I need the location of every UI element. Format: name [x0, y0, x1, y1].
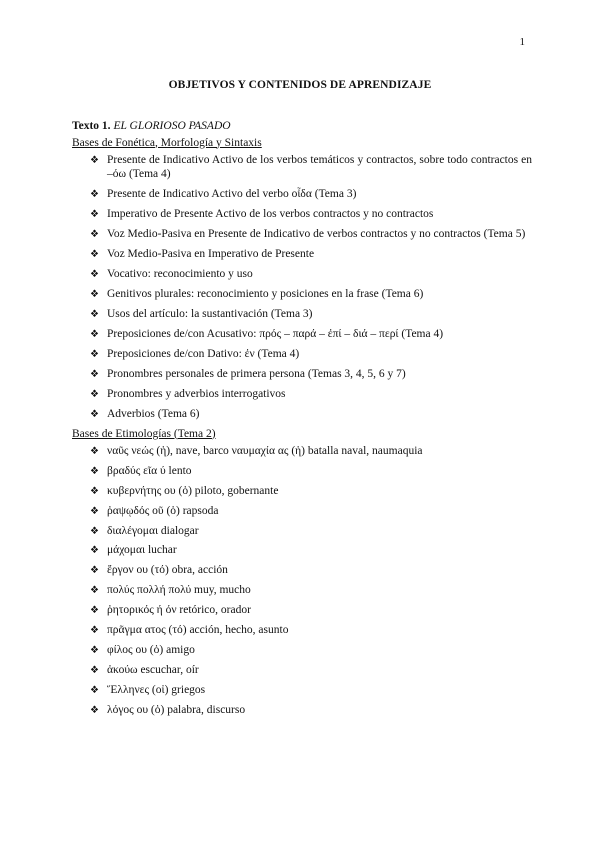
list-item	[72, 624, 532, 638]
list-item	[72, 368, 532, 382]
bullet-icon: ❖	[90, 525, 99, 537]
document-title: OBJETIVOS Y CONTENIDOS DE APRENDIZAJE	[168, 79, 432, 91]
list-item-text: φίλος ου (ὁ) amigo	[107, 643, 195, 656]
list-item	[72, 564, 532, 578]
list-item	[72, 544, 532, 558]
list-item-text: πρᾶγμα ατος (τό) acción, hecho, asunto	[107, 624, 289, 637]
bullet-icon: ❖	[90, 585, 99, 597]
list-item	[72, 288, 532, 302]
list-item	[72, 188, 532, 202]
list-item-text: Usos del artículo: la sustantivación (Tema 3)	[107, 307, 313, 320]
list-item-text: λόγος ου (ὁ) palabra, discurso	[107, 703, 246, 716]
etymology-list	[72, 445, 532, 717]
list-item-text: Genitivos plurales: reconocimiento y posiciones en la frase (Tema 6)	[107, 287, 424, 300]
list-item	[72, 208, 532, 222]
list-item-text: ἔργον ου (τό) obra, acción	[107, 564, 228, 577]
list-item-text: Pronombres y adverbios interrogativos	[107, 387, 286, 400]
list-item	[72, 584, 532, 598]
list-item	[72, 604, 532, 618]
list-item-text: Imperativo de Presente Activo de los verbos contractos y no contractos	[107, 207, 434, 220]
list-item-text: Ἕλληνες (οἱ) griegos	[107, 683, 206, 696]
list-item-text: κυβερνήτης ου (ὁ) piloto, gobernante	[107, 484, 279, 497]
bullet-icon: ❖	[90, 155, 99, 166]
list-item	[72, 664, 532, 678]
list-item-text: ῥητορικός ή όν retórico, orador	[107, 604, 251, 617]
list-item-text: ἀκούω escuchar, oír	[107, 663, 199, 676]
grammar-list	[72, 154, 532, 421]
bullet-icon: ❖	[90, 368, 99, 380]
list-item-text: Preposiciones de/con Acusativo: πρός – παρά – ἐπί – διά – περί (Tema 4)	[107, 327, 444, 340]
list-item-text: ῥαψῳδός οῦ (ὁ) rapsoda	[107, 504, 219, 517]
list-item	[72, 485, 532, 499]
bullet-icon: ❖	[90, 188, 99, 200]
list-item	[72, 348, 532, 362]
bullet-icon: ❖	[90, 348, 99, 360]
bullet-icon: ❖	[90, 684, 99, 696]
bullet-icon: ❖	[90, 644, 99, 656]
list-item	[72, 684, 532, 698]
list-item	[72, 328, 532, 342]
list-item	[72, 228, 532, 242]
bullet-icon: ❖	[90, 545, 99, 557]
bullet-icon: ❖	[90, 465, 99, 477]
text-heading-name: EL GLORIOSO PASADO	[113, 120, 231, 132]
list-item	[72, 525, 532, 539]
list-item-text: μάχομαι luchar	[107, 544, 177, 557]
page-number: 1	[519, 36, 525, 48]
list-item	[72, 445, 532, 459]
document-body	[72, 120, 532, 723]
list-item	[72, 154, 532, 181]
list-item	[72, 704, 532, 718]
bullet-icon: ❖	[90, 208, 99, 220]
list-item-text: Voz Medio-Pasiva en Imperativo de Presente	[107, 247, 315, 260]
bullet-icon: ❖	[90, 704, 99, 716]
bullet-icon: ❖	[90, 485, 99, 497]
text-heading-label: Texto 1.	[72, 120, 111, 132]
list-item-text: Presente de Indicativo Activo de los verbos temáticos y contractos, sobre todo contractos en –όω (Tema 4)	[107, 154, 532, 180]
bullet-icon: ❖	[90, 388, 99, 400]
list-item-text: Voz Medio-Pasiva en Presente de Indicativo de verbos contractos y no contractos (Tema 5)	[107, 227, 526, 240]
bullet-icon: ❖	[90, 228, 99, 240]
list-item-text: Pronombres personales de primera persona (Temas 3, 4, 5, 6 y 7)	[107, 367, 406, 380]
list-item-text: Vocativo: reconocimiento y uso	[107, 267, 253, 280]
list-item	[72, 248, 532, 262]
section-heading-grammar: Bases de Fonética, Morfología y Sintaxis	[72, 136, 262, 149]
list-item	[72, 268, 532, 282]
bullet-icon: ❖	[90, 288, 99, 300]
bullet-icon: ❖	[90, 268, 99, 280]
bullet-icon: ❖	[90, 625, 99, 637]
bullet-icon: ❖	[90, 328, 99, 340]
bullet-icon: ❖	[90, 248, 99, 260]
list-item	[72, 465, 532, 479]
list-item-text: βραδύς εῖα ύ lento	[107, 464, 192, 477]
list-item-text: Adverbios (Tema 6)	[107, 407, 200, 420]
bullet-icon: ❖	[90, 408, 99, 420]
list-item	[72, 308, 532, 322]
list-item	[72, 505, 532, 519]
list-item	[72, 388, 532, 402]
list-item-text: Preposiciones de/con Dativo: ἐν (Tema 4)	[107, 347, 300, 360]
list-item-text: Presente de Indicativo Activo del verbo οἶδα (Tema 3)	[107, 187, 357, 200]
bullet-icon: ❖	[90, 505, 99, 517]
text-heading	[72, 120, 532, 134]
list-item	[72, 408, 532, 422]
list-item	[72, 644, 532, 658]
bullet-icon: ❖	[90, 664, 99, 676]
bullet-icon: ❖	[90, 565, 99, 577]
section-heading-etymology: Bases de Etimologías (Tema 2)	[72, 427, 216, 440]
list-item-text: ναῦς νεώς (ἡ), nave, barco ναυμαχία ας (ἡ) batalla naval, naumaquia	[107, 445, 423, 457]
bullet-icon: ❖	[90, 446, 99, 457]
bullet-icon: ❖	[90, 605, 99, 617]
bullet-icon: ❖	[90, 308, 99, 320]
list-item-text: πολύς πολλή πολύ muy, mucho	[107, 584, 251, 597]
list-item-text: διαλέγομαι dialogar	[107, 524, 199, 537]
